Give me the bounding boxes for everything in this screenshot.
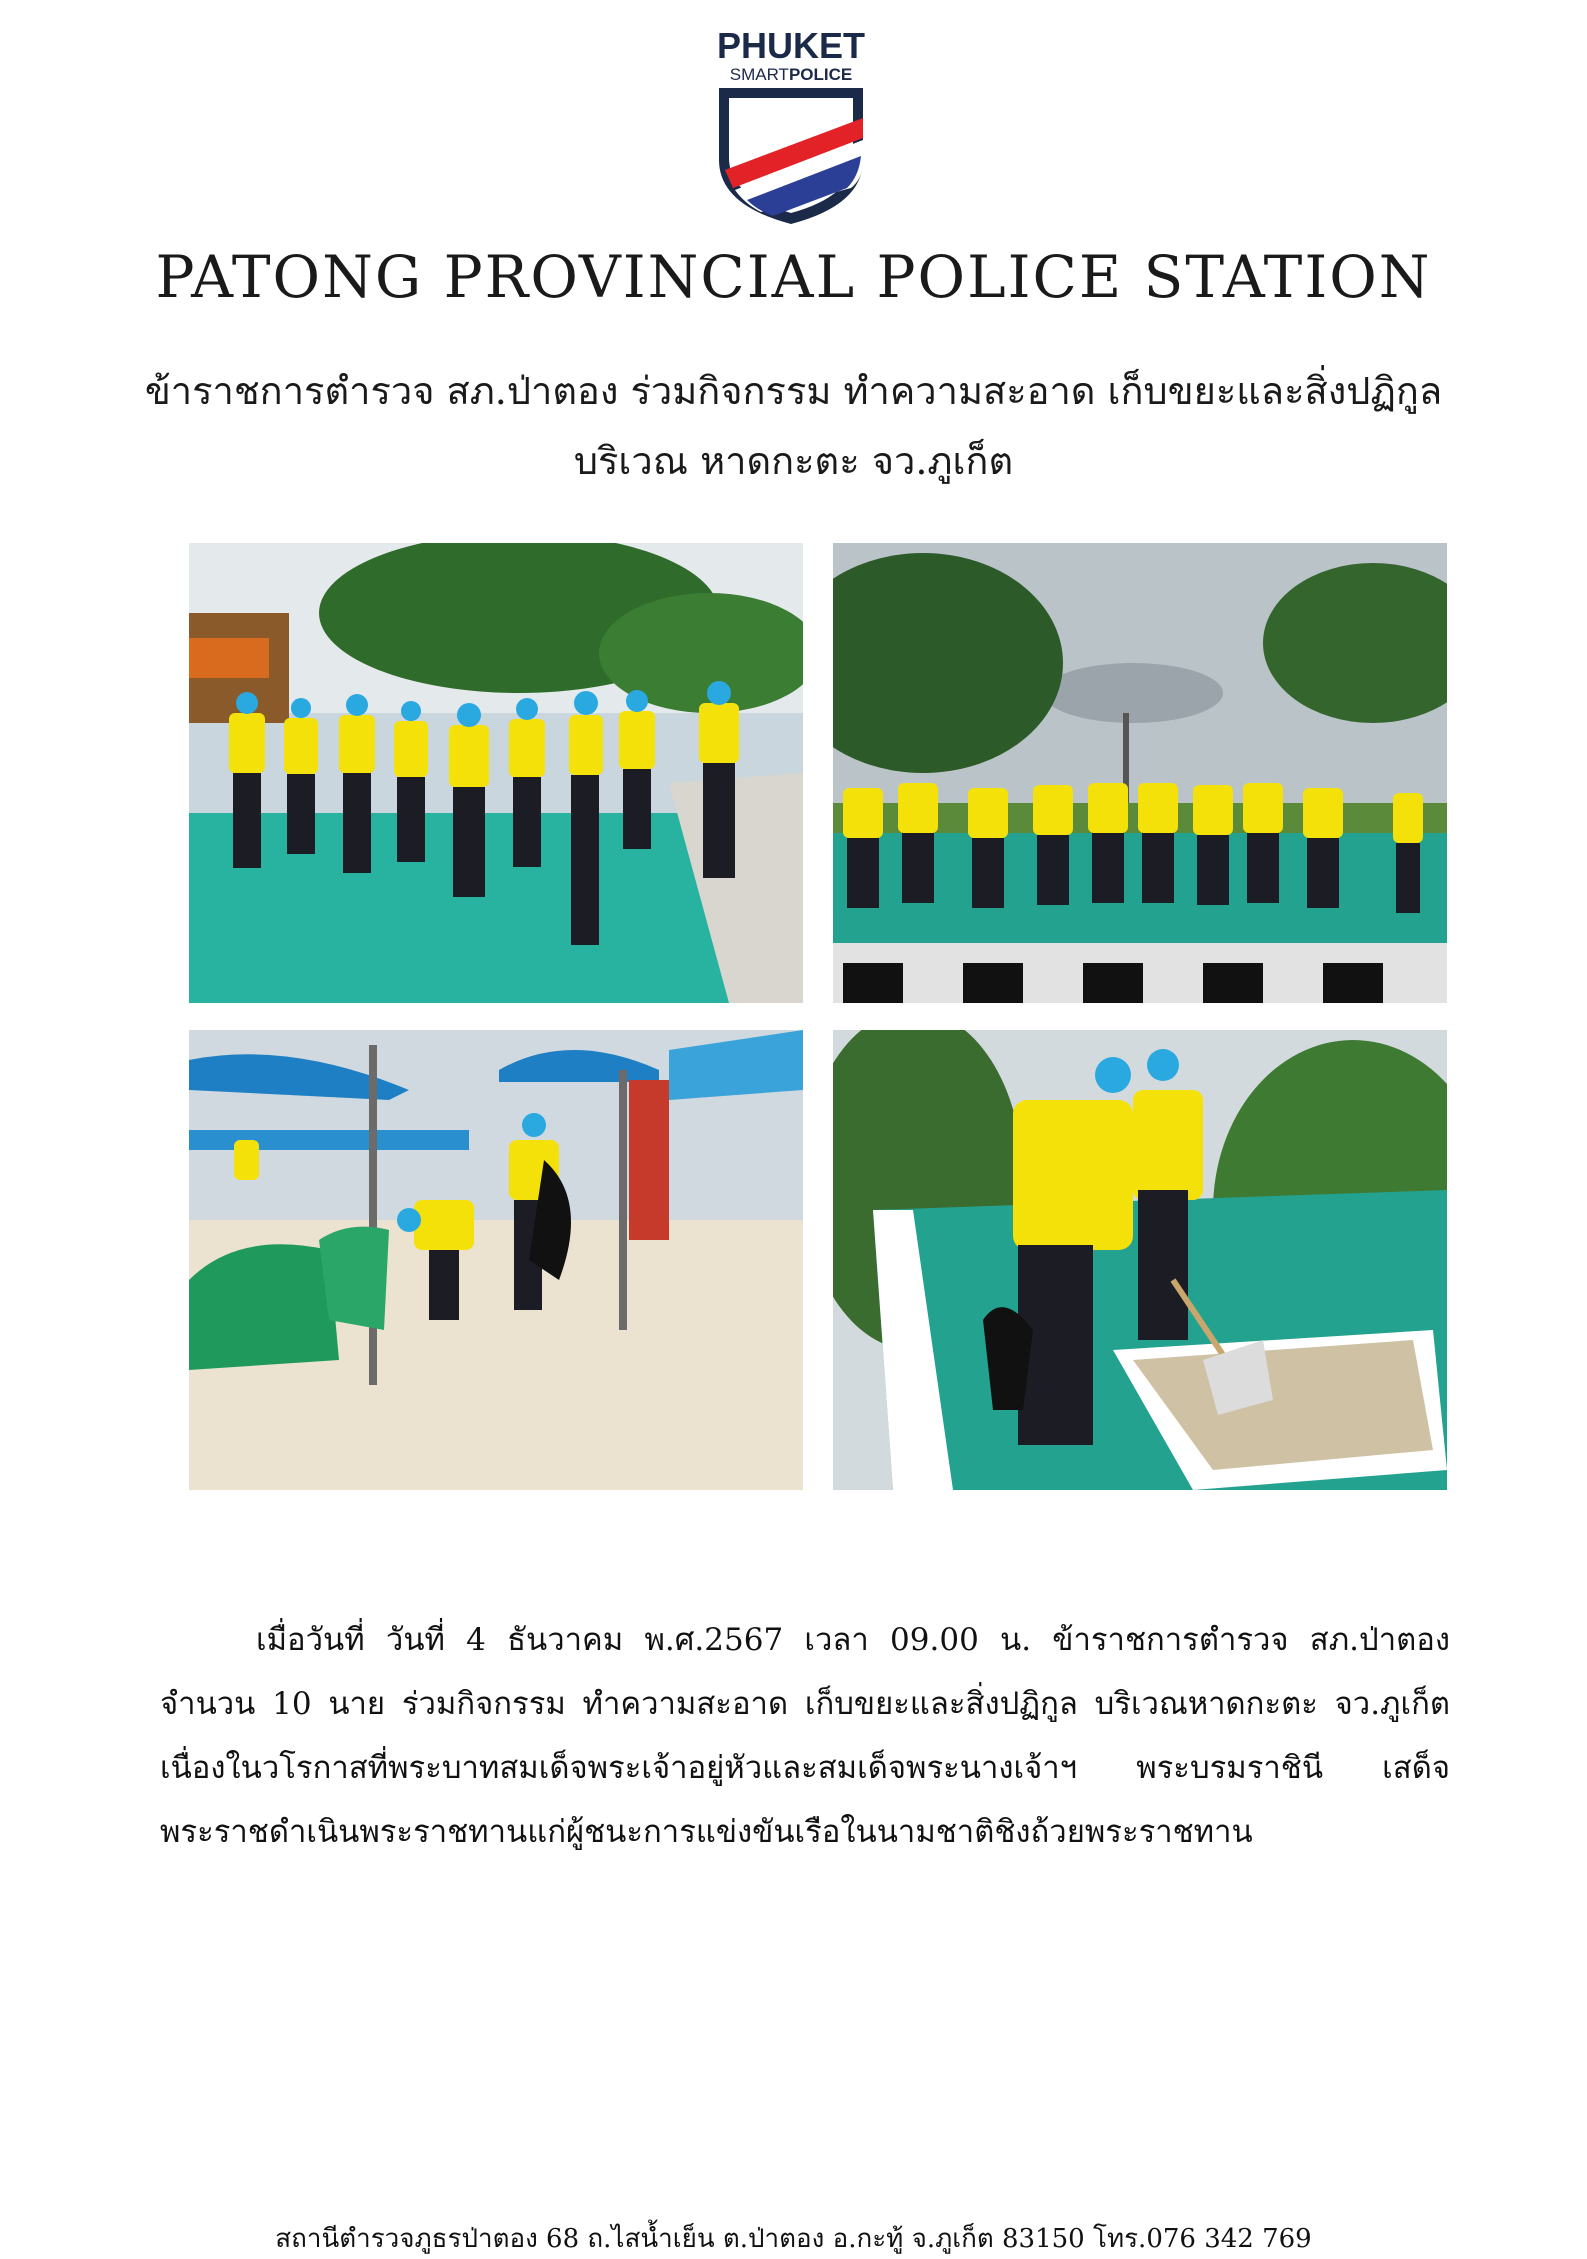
subtitle-line1: ข้าราชการตำรวจ สภ.ป่าตอง ร่วมกิจกรรม ทำความสะอาด เก็บขยะและสิ่งปฏิกูล	[144, 369, 1443, 413]
footer-address: สถานีตำรวจภูธรป่าตอง 68 ถ.ไสน้ำเย็น ต.ป่าตอง อ.กะทู้ จ.ภูเก็ต 83150 โทร.076 342 769	[275, 2224, 1312, 2254]
logo-line2-b: POLICE	[788, 65, 853, 84]
officers-lineup-photo	[189, 543, 803, 1003]
phuket-smart-police-logo	[713, 20, 869, 226]
officers-formation-photo	[833, 543, 1447, 1003]
beach-cleanup-photo	[189, 1030, 803, 1490]
body-paragraph: เมื่อวันที่ วันที่ 4 ธันวาคม พ.ศ.2567 เวลา 09.00 น. ข้าราชการตำรวจ สภ.ป่าตอง จำนวน 10 นาย ร่วมกิจกรรม ทำความสะอาด เก็บขยะและสิ่งปฏิกูล บริเวณหาดกะตะ จว.ภูเก็ต เนื่องในวโรกาสที่พระบาทสมเด็จพระเจ้าอยู่หัวและสมเด็จพระนางเจ้าฯ พระบรมราชินี เสด็จพระราชดำเนินพระราชทานแก่ผู้ชนะการแข่งขันเรือในนามชาติชิงถ้วยพระราชทาน	[160, 1622, 1450, 1850]
logo-line1: PHUKET	[716, 25, 866, 66]
subtitle-line2: บริเวณ หาดกะตะ จว.ภูเก็ต	[573, 439, 1014, 483]
svg-text:SMARTPOLICE	[730, 65, 853, 84]
logo-line2-a: SMART	[729, 65, 789, 84]
walkway-cleanup-photo	[833, 1030, 1447, 1490]
page-title: PATONG PROVINCIAL POLICE STATION	[155, 243, 1432, 311]
